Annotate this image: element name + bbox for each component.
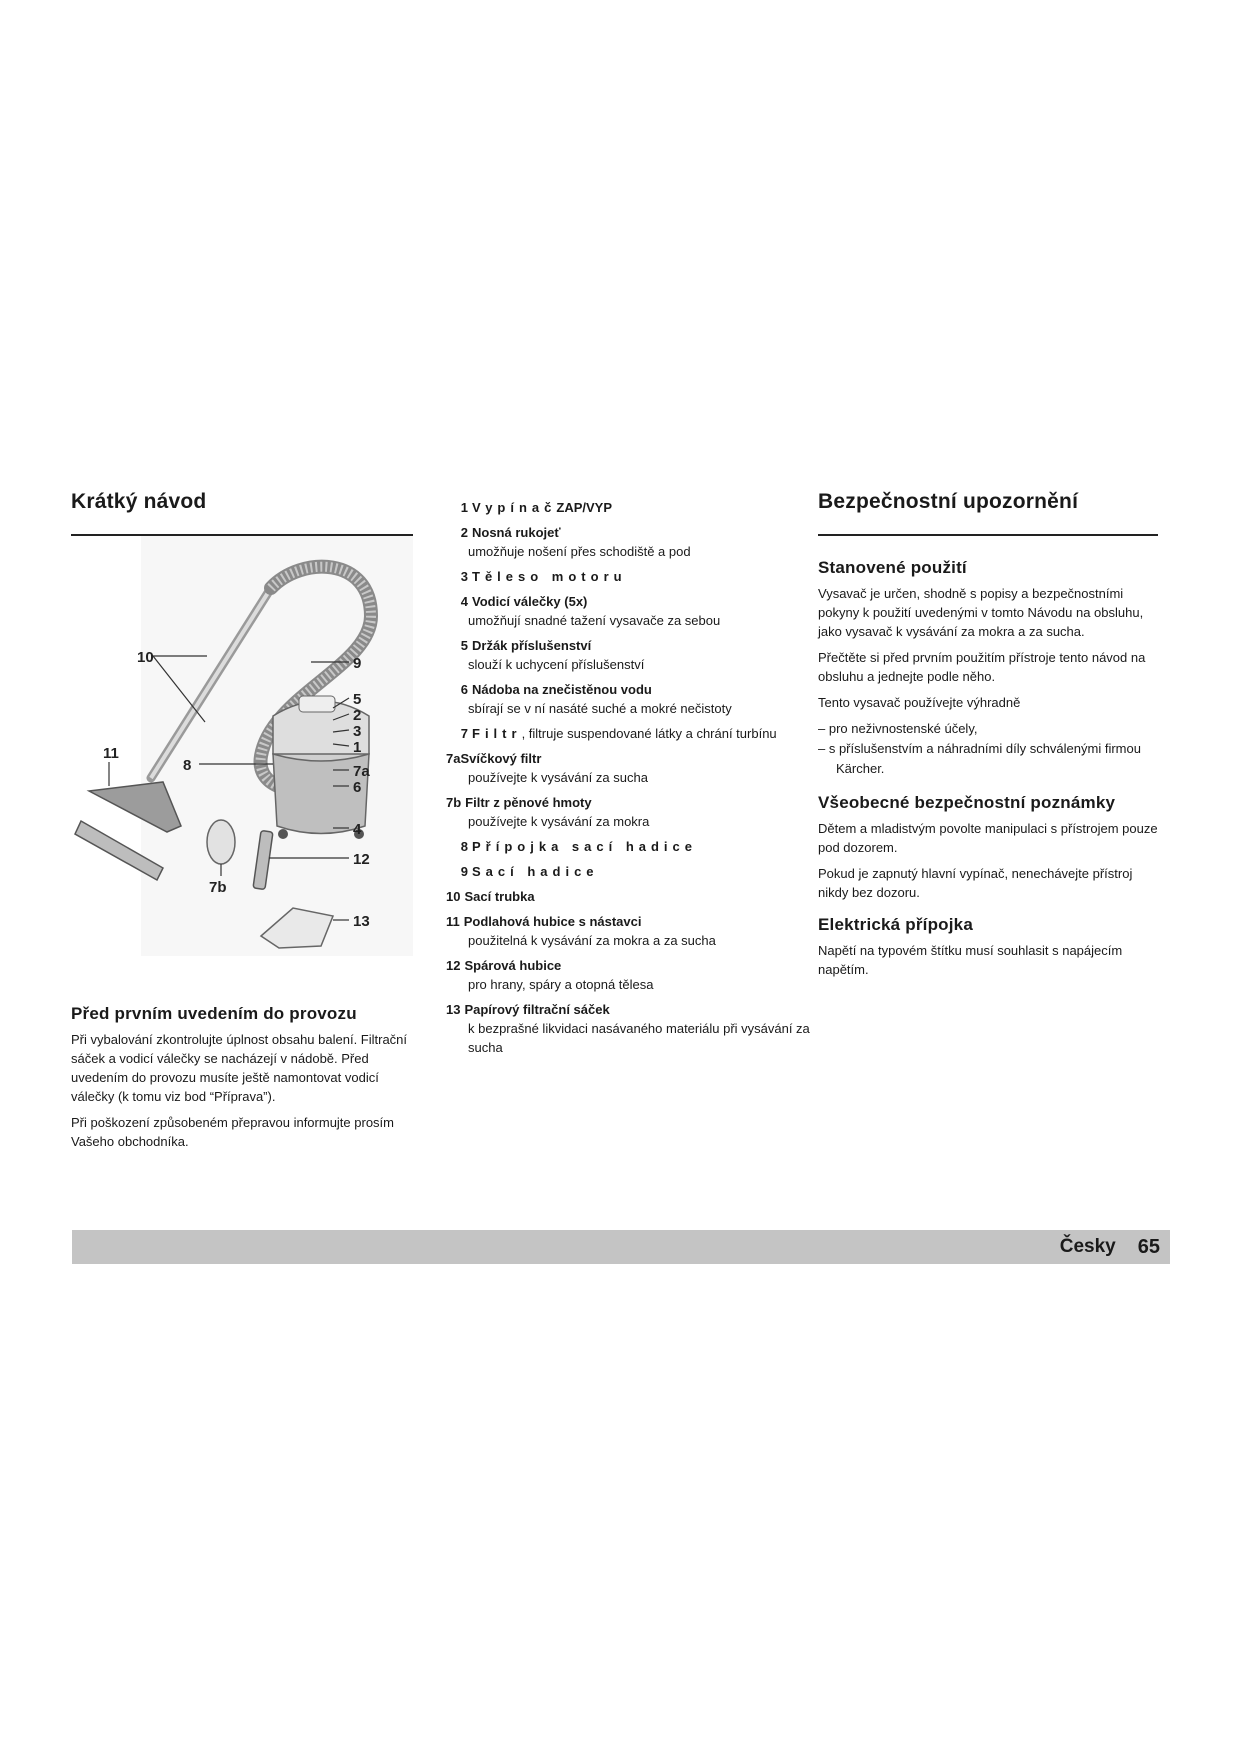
part-description: umožňuje nošení přes schodiště a pod bbox=[468, 544, 691, 559]
part-item-4 bbox=[446, 592, 816, 630]
callout-7b: 7b bbox=[209, 879, 227, 896]
part-title: Přípojka sací hadice bbox=[472, 839, 698, 854]
part-title: Spárová hubice bbox=[464, 958, 562, 973]
part-number: 7b bbox=[446, 795, 462, 810]
callout-10: 10 bbox=[137, 649, 154, 666]
part-number: 4 bbox=[460, 594, 468, 609]
part-description: umožňují snadné tažení vysavače za sebou bbox=[468, 613, 721, 628]
part-title: Papírový filtrační sáček bbox=[464, 1002, 610, 1017]
part-item-13 bbox=[446, 1000, 816, 1057]
part-number: 11 bbox=[446, 914, 460, 929]
part-number: 2 bbox=[460, 525, 468, 540]
part-title: Podlahová hubice s nástavci bbox=[463, 914, 642, 929]
parts-column bbox=[446, 498, 816, 1063]
carry-handle bbox=[299, 696, 335, 712]
part-number: 9 bbox=[460, 864, 468, 879]
intended-use-list bbox=[818, 719, 1158, 779]
part-title: Těleso motoru bbox=[472, 569, 627, 584]
part-title: Filtr z pěnové hmoty bbox=[465, 795, 592, 810]
intended-use-p2: Přečtěte si před prvním použitím přístroje tento návod na obsluhu a jednejte podle něho. bbox=[818, 650, 1146, 684]
part-item-11 bbox=[446, 912, 816, 950]
first-use-paragraph-1: Při vybalování zkontrolujte úplnost obsahu balení. Filtrační sáček a vodicí válečky se nacházejí v nádobě. Před uvedením do provozu musíte ještě namontovat vodicí válečky (k tomu viz bod “Příprava”). bbox=[71, 1032, 408, 1104]
right-column bbox=[818, 490, 1158, 986]
quick-guide-title: Krátký návod bbox=[71, 490, 413, 536]
callout-2: 2 bbox=[353, 707, 362, 724]
vacuum-illustration bbox=[71, 536, 413, 1004]
general-safety-title: Všeobecné bezpečnostní poznámky bbox=[818, 793, 1116, 812]
part-number: 6 bbox=[460, 682, 468, 697]
part-item-7b bbox=[446, 793, 816, 831]
part-item-9 bbox=[446, 862, 816, 881]
part-title: Sací trubka bbox=[464, 889, 535, 904]
intended-use-title: Stanovené použití bbox=[818, 558, 967, 577]
part-item-3 bbox=[446, 567, 816, 586]
callout-1: 1 bbox=[353, 739, 362, 756]
page-number: 65 bbox=[1137, 1235, 1160, 1258]
list-item: – pro neživnostenské účely, bbox=[818, 721, 978, 736]
part-title: Vodicí válečky (5x) bbox=[472, 594, 588, 609]
part-item-5 bbox=[446, 636, 816, 674]
callout-6: 6 bbox=[353, 779, 362, 796]
part-title: Filtr bbox=[472, 726, 522, 741]
part-description: používejte k vysávání za sucha bbox=[468, 770, 648, 785]
part-item-1 bbox=[446, 498, 816, 517]
callout-12: 12 bbox=[353, 851, 370, 868]
part-number: 8 bbox=[460, 839, 468, 854]
part-description: použitelná k vysávání za mokra a za sucha bbox=[468, 933, 716, 948]
part-number: 13 bbox=[446, 1002, 461, 1017]
general-safety-p2: Pokud je zapnutý hlavní vypínač, nenechávejte přístroj nikdy bez dozoru. bbox=[818, 866, 1133, 900]
part-title: Sací hadice bbox=[472, 864, 599, 879]
general-safety-p1: Dětem a mladistvým povolte manipulaci s přístrojem pouze pod dozorem. bbox=[818, 821, 1158, 855]
part-item-8 bbox=[446, 837, 816, 856]
callout-4: 4 bbox=[353, 821, 362, 838]
left-column bbox=[71, 490, 413, 1158]
part-description: používejte k vysávání za mokra bbox=[468, 814, 650, 829]
part-number: 7 bbox=[460, 726, 468, 741]
part-description: slouží k uchycení příslušenství bbox=[468, 657, 645, 672]
part-item-10 bbox=[446, 887, 816, 906]
part-item-7a bbox=[446, 749, 816, 787]
callout-13: 13 bbox=[353, 913, 370, 930]
part-title: Nosná rukojeť bbox=[472, 525, 561, 540]
part-number: 12 bbox=[446, 958, 461, 973]
part-item-12 bbox=[446, 956, 816, 994]
callout-9: 9 bbox=[353, 655, 362, 672]
footer-bar bbox=[72, 1230, 1170, 1264]
electrical-connection-p1: Napětí na typovém štítku musí souhlasit s napájecím napětím. bbox=[818, 943, 1123, 977]
parts-list bbox=[446, 498, 816, 1057]
callout-7a: 7a bbox=[353, 763, 370, 780]
intended-use-p3: Tento vysavač používejte výhradně bbox=[818, 695, 1021, 710]
part-description: sbírají se v ní nasáté suché a mokré nečistoty bbox=[468, 701, 732, 716]
part-item-6 bbox=[446, 680, 816, 718]
part-description: pro hrany, spáry a otopná tělesa bbox=[468, 977, 654, 992]
callout-11: 11 bbox=[103, 745, 119, 762]
foam-filter bbox=[207, 820, 235, 864]
part-title: Svíčkový filtr bbox=[460, 751, 542, 766]
part-title-extra: , filtruje suspendované látky a chrání turbínu bbox=[521, 726, 777, 741]
part-number: 10 bbox=[446, 889, 461, 904]
castor-left bbox=[278, 829, 288, 839]
callout-8: 8 bbox=[183, 757, 192, 774]
vacuum-cleaner-figure bbox=[71, 536, 413, 1004]
part-number: 7a bbox=[446, 751, 461, 766]
part-number: 1 bbox=[460, 500, 468, 515]
part-title: Vypínač bbox=[472, 500, 557, 515]
first-use-paragraph-2: Při poškození způsobeném přepravou informujte prosím Vašeho obchodníka. bbox=[71, 1115, 394, 1149]
callout-5: 5 bbox=[353, 691, 362, 708]
part-description: k bezprašné likvidaci nasávaného materiálu při vysávání za sucha bbox=[468, 1021, 810, 1055]
first-use-title: Před prvním uvedením do provozu bbox=[71, 1004, 357, 1023]
list-item: – s příslušenstvím a náhradními díly schválenými firmou Kärcher. bbox=[818, 741, 1141, 776]
intended-use-p1: Vysavač je určen, shodně s popisy a bezpečnostními pokyny k použití uvedenými v tomto Návodu na obsluhu, jako vysavač k vysávání za mokra a za sucha. bbox=[818, 586, 1144, 639]
safety-title: Bezpečnostní upozornění bbox=[818, 490, 1158, 536]
part-number: 5 bbox=[460, 638, 468, 653]
part-number: 3 bbox=[460, 569, 468, 584]
part-item-7 bbox=[446, 724, 816, 743]
part-title: Nádoba na znečistěnou vodu bbox=[472, 682, 652, 697]
part-title: Držák příslušenství bbox=[472, 638, 592, 653]
electrical-connection-title: Elektrická přípojka bbox=[818, 915, 973, 934]
part-item-2 bbox=[446, 523, 816, 561]
footer-language: Česky bbox=[1059, 1236, 1116, 1257]
callout-3: 3 bbox=[353, 723, 362, 740]
part-title-extra: ZAP/VYP bbox=[556, 500, 612, 515]
